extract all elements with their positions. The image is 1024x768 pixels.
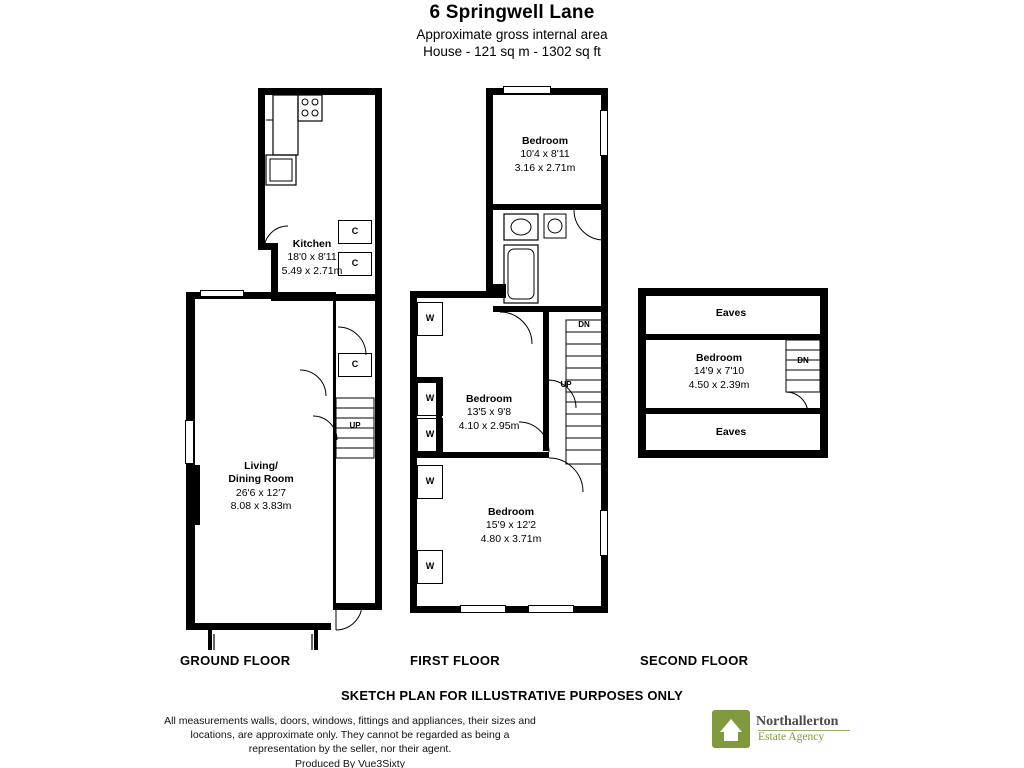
footer-line-3: representation by the seller, nor their agent. <box>248 743 452 756</box>
sf-stair-dn-label: DN <box>797 356 809 365</box>
sf-wall-eaves-bottom <box>646 408 820 414</box>
ff-wall-left-upper <box>486 88 493 291</box>
ff-wall-left-mid <box>410 291 417 613</box>
ff-bedroom-3-label <box>446 506 576 546</box>
footer-disclaimer <box>0 714 700 768</box>
gf-kitchen-wall-top <box>258 88 382 95</box>
ff-wall-bed2-bottom <box>417 452 549 458</box>
ff-stair-up-label: UP <box>560 380 572 389</box>
footer-title: SKETCH PLAN FOR ILLUSTRATIVE PURPOSES ONLY <box>340 688 684 703</box>
header <box>0 0 1024 59</box>
gf-cupboard-1-label: C <box>351 226 359 236</box>
ff-wardrobe-3-label: W <box>425 429 435 439</box>
ff-bedroom-3-imperial: 15'9 x 12'2 <box>485 519 537 532</box>
ff-wall-bath-bottom <box>493 306 608 312</box>
gf-cupboard-2-label: C <box>351 258 359 268</box>
footer-line-2: locations, are approximate only. They cannot be regarded as being a <box>190 729 510 742</box>
header-subtitle: Approximate gross internal area <box>416 27 608 42</box>
house-icon <box>712 710 750 748</box>
ff-bedroom-2-label <box>428 393 550 433</box>
sf-eaves-top-text: Eaves <box>715 307 747 319</box>
ff-wardrobe-5-label: W <box>425 561 435 571</box>
ff-wardrobe-1-label: W <box>425 313 435 323</box>
gf-kitchen-wall-right <box>375 88 382 301</box>
ground-floor-caption: GROUND FLOOR <box>180 653 291 668</box>
ff-window-bottom-2 <box>528 605 574 613</box>
gf-kitchen-name: Kitchen <box>292 238 332 250</box>
sf-bedroom-imperial: 14'9 x 7'10 <box>693 365 745 378</box>
sf-eaves-bottom-label <box>656 426 806 439</box>
ff-bedroom-2-metric: 4.10 x 2.95m <box>458 419 520 432</box>
first-floor-caption: FIRST FLOOR <box>410 653 500 668</box>
first-floor-plan <box>408 80 618 620</box>
ff-bedroom-1-name: Bedroom <box>521 135 569 147</box>
logo-line-2: Estate Agency <box>758 731 825 743</box>
second-floor-plan <box>636 286 836 466</box>
gf-kitchen-imperial: 18'0 x 8'11 <box>287 251 337 264</box>
ff-wall-jog-top <box>486 284 506 291</box>
page-title: 6 Springwell Lane <box>429 2 595 23</box>
gf-stair-up-label: UP <box>349 421 361 430</box>
gf-living-label <box>196 460 326 514</box>
gf-hall-wall-right <box>375 294 382 610</box>
sf-wall-top <box>638 288 828 296</box>
sf-wall-left <box>638 288 646 458</box>
ff-wardrobe-2-label: W <box>425 393 435 403</box>
sf-wall-bottom <box>638 450 828 458</box>
sf-bedroom-metric: 4.50 x 2.39m <box>688 378 750 391</box>
ff-bedroom-2-name: Bedroom <box>465 393 513 405</box>
ff-window-top-1 <box>503 86 551 94</box>
second-floor-caption: SECOND FLOOR <box>640 653 749 668</box>
sf-eaves-top-label <box>656 307 806 320</box>
ff-bedroom-3-metric: 4.80 x 3.71m <box>480 532 542 545</box>
gf-living-imperial: 26'6 x 12'7 <box>235 486 287 499</box>
ff-bedroom-1-metric: 3.16 x 2.71m <box>514 161 576 174</box>
sf-bedroom-name: Bedroom <box>695 352 743 364</box>
ff-bedroom-1-imperial: 10'4 x 8'11 <box>520 148 570 161</box>
ff-bedroom-1-label <box>484 135 606 175</box>
gf-window-top-left <box>200 290 244 297</box>
gf-living-wall-bottom <box>186 623 331 630</box>
logo-line-1: Northallerton <box>756 714 839 729</box>
ff-bedroom-3-name: Bedroom <box>487 506 535 518</box>
ff-window-bottom-1 <box>460 605 506 613</box>
sf-bedroom-label <box>654 352 784 392</box>
sf-wall-right <box>820 288 828 458</box>
ff-wardrobe-4-label: W <box>425 476 435 486</box>
gf-living-name: Living/ <box>244 460 278 472</box>
gf-living-name2: Dining Room <box>228 473 294 486</box>
agency-logo <box>712 706 852 754</box>
gf-living-metric: 8.08 x 3.83m <box>230 500 292 513</box>
ff-bedroom-2-imperial: 13'5 x 9'8 <box>466 406 512 419</box>
ff-wall-bed1-bottom <box>493 204 608 210</box>
gf-kitchen-metric: 5.49 x 2.71m <box>281 264 343 277</box>
gf-kitchen-wall-left <box>258 88 265 188</box>
sf-wall-eaves-top <box>646 334 820 340</box>
gf-kitchen-label <box>248 238 376 278</box>
ff-wall-bottom <box>410 606 608 613</box>
footer-line-4: Produced By Vue3Sixty <box>295 757 405 768</box>
header-area: House - 121 sq m - 1302 sq ft <box>423 44 601 59</box>
gf-hall-wall-inner <box>333 301 336 610</box>
ff-wall-jog-horiz <box>410 291 506 298</box>
sf-eaves-bottom-text: Eaves <box>715 426 747 438</box>
ground-floor-plan <box>178 80 398 650</box>
gf-cupboard-3-label: C <box>351 359 359 369</box>
gf-window-left-side <box>185 420 194 464</box>
ff-window-right-bed3 <box>600 510 608 556</box>
gf-hall-wall-bottom <box>333 603 382 610</box>
footer-line-1: All measurements walls, doors, windows, fittings and appliances, their sizes and <box>164 715 536 727</box>
ff-stair-dn-label: DN <box>578 320 590 329</box>
